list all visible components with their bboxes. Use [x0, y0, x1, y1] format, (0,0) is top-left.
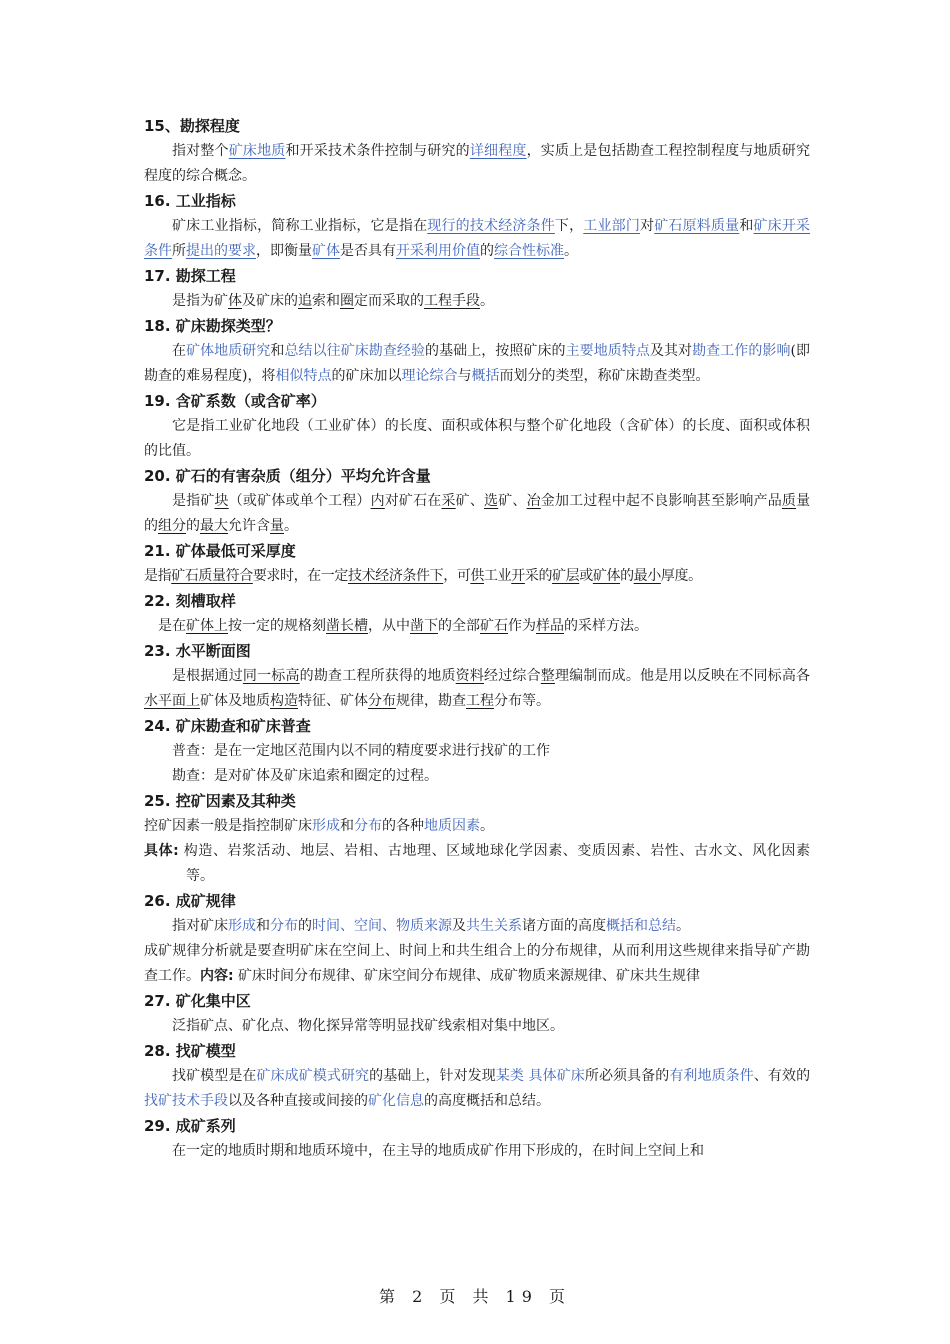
text-run: 而划分的类型，称矿床勘查类型。: [499, 368, 710, 384]
inline-label: 具体:: [144, 843, 179, 859]
section-paragraph: [144, 1014, 810, 1039]
text-run: 是指矿: [172, 493, 215, 509]
text-run: 在: [172, 343, 187, 359]
text-run: 金加工过程中起不良影响甚至影响产品: [540, 493, 782, 509]
text-run: 对: [640, 218, 655, 234]
highlighted-term: 理论综合: [401, 368, 458, 384]
section-paragraph: [144, 339, 810, 389]
section-paragraph: [144, 139, 810, 189]
highlighted-term: 水平面上: [144, 693, 200, 709]
section-paragraph: [144, 489, 810, 539]
text-run: 及: [452, 918, 466, 934]
text-run: ，实质上是包括勘查工程控制程度与地质研究程度的综合概念。: [144, 143, 811, 184]
text-run: 的基础上，按照矿床的: [425, 343, 566, 359]
section-heading: 15、勘探程度: [144, 117, 240, 135]
highlighted-term: 工程手段: [424, 293, 480, 309]
document-body: [144, 114, 810, 1164]
section-paragraph: [144, 939, 810, 989]
highlighted-term: 矿体上: [186, 618, 228, 634]
text-run: 普查：是在一定地区范围内以不同的精度要求进行找矿的工作: [172, 743, 550, 759]
text-run: 作为: [508, 618, 536, 634]
highlighted-term: 最大: [200, 518, 228, 534]
highlighted-term: 勘查工作的影响: [692, 343, 791, 359]
highlighted-term: 详细程度: [469, 143, 527, 159]
text-run: ，即衡量: [256, 243, 312, 259]
text-run: 的: [480, 243, 494, 259]
text-run: 厚度。: [660, 568, 702, 584]
text-run: 矿床工业指标，简称工业指标，它是指在: [172, 218, 428, 234]
highlighted-term: 地质因素: [424, 818, 480, 834]
highlighted-term: 找矿技术手段: [144, 1093, 228, 1109]
section-paragraph: [144, 289, 810, 314]
text-run: 、有效的: [753, 1068, 811, 1084]
text-run: 是否具有: [340, 243, 396, 259]
text-run: 。: [284, 518, 298, 534]
text-run: 构造、岩浆活动、地层、岩相、古地理、区域地球化学因素、变质因素、岩性、古水文、风化因素等。: [178, 843, 810, 884]
highlighted-term: 内: [370, 493, 385, 509]
text-run: 和开采技术条件控制与研究的: [285, 143, 470, 159]
highlighted-term: 矿体: [592, 568, 621, 584]
text-run: 是在: [158, 618, 186, 634]
text-run: 指对整个: [172, 143, 229, 159]
section-heading: 23. 水平断面图: [144, 642, 251, 660]
highlighted-term: 矿床成矿模式研究: [256, 1068, 370, 1084]
text-run: 。: [676, 918, 690, 934]
text-run: 是指: [144, 568, 172, 584]
text-run: 在一定的地质时期和地质环境中，在主导的地质成矿作用下形成的，在时间上空间上和: [172, 1143, 704, 1159]
highlighted-term: 技术经济条件下: [348, 568, 444, 584]
text-run: 的全部: [438, 618, 480, 634]
highlighted-term: 总结以往矿床勘查经验: [284, 343, 426, 359]
highlighted-term: 矿床地质: [228, 143, 286, 159]
text-run: 的: [620, 568, 634, 584]
section-heading: 24. 矿床勘查和矿床普查: [144, 717, 311, 735]
highlighted-term: 开采利用价值: [396, 243, 480, 259]
text-run: 。: [564, 243, 578, 259]
section-paragraph: [144, 814, 810, 839]
text-run: 的基础上，针对发现: [369, 1068, 496, 1084]
highlighted-term: 凿长槽: [326, 618, 368, 634]
page-footer: 第 2 页 共 19 页: [379, 1287, 571, 1306]
text-run: 成矿规律分析就是要查明矿床在空间上、时间上和共生组合上的分布规律，从而利用这些规律来指导矿产勘查工作。: [144, 943, 810, 984]
highlighted-term: 概括和总结: [606, 918, 676, 934]
highlighted-term: 矿化信息: [368, 1093, 424, 1109]
section-paragraph: [144, 664, 810, 714]
text-run: 的勘查工程所获得的地质: [299, 668, 456, 684]
text-run: 勘查：是对矿体及矿床追索和圈定的过程。: [172, 768, 438, 784]
section-heading: 25. 控矿因素及其种类: [144, 792, 296, 810]
text-run: 经过综合: [484, 668, 541, 684]
highlighted-term: 矿层: [552, 568, 580, 584]
text-run: 所必须具备的: [584, 1068, 670, 1084]
text-run: ，从中: [368, 618, 410, 634]
text-run: 以及各种直接或间接的: [228, 1093, 368, 1109]
highlighted-term: 形成: [312, 818, 340, 834]
text-run: 索和: [312, 293, 340, 309]
highlighted-term: 采: [441, 493, 456, 509]
text-run: 所: [172, 243, 186, 259]
text-run: 的: [186, 518, 200, 534]
section-heading: 21. 矿体最低可采厚度: [144, 542, 296, 560]
section-paragraph: [144, 414, 810, 464]
highlighted-term: 凿下: [410, 618, 438, 634]
text-run: 理编制而成。他是用以反映在不同标高各: [554, 668, 811, 684]
text-run: 允许含: [228, 518, 270, 534]
text-run: 的矿床加以: [331, 368, 402, 384]
highlighted-term: 有利地质条件: [669, 1068, 754, 1084]
highlighted-term: 追: [298, 293, 312, 309]
text-run: 。: [480, 818, 494, 834]
text-run: 诸方面的高度: [522, 918, 606, 934]
highlighted-term: 矿石质量符合: [171, 568, 253, 584]
section-heading: 18. 矿床勘探类型？: [144, 317, 281, 335]
text-run: 和: [256, 918, 270, 934]
text-run: 的采样方法。: [564, 618, 648, 634]
highlighted-term: 矿床开采条件: [144, 218, 811, 259]
text-run: 和: [270, 343, 285, 359]
section-heading: 16. 工业指标: [144, 192, 236, 210]
highlighted-term: 构造: [270, 693, 298, 709]
section-heading: 27. 矿化集中区: [144, 992, 251, 1010]
text-run: 和: [739, 218, 754, 234]
highlighted-term: 分布: [354, 818, 382, 834]
text-run: 定而采取的: [354, 293, 424, 309]
text-run: (即勘查的难易程度)，将: [144, 343, 811, 384]
section-paragraph: [144, 914, 810, 939]
inline-label: 内容:: [200, 968, 234, 984]
highlighted-term: 体: [228, 293, 242, 309]
section-heading: 26. 成矿规律: [144, 892, 236, 910]
text-run: 的: [298, 918, 312, 934]
text-run: 和: [340, 818, 354, 834]
highlighted-term: 主要地质特点: [565, 343, 650, 359]
highlighted-term: 矿体: [312, 243, 340, 259]
text-run: 采的: [524, 568, 553, 584]
text-run: 及其对: [649, 343, 693, 359]
text-run: 工业: [484, 568, 512, 584]
section-paragraph: [144, 214, 810, 264]
text-run: 特征、矿体: [298, 693, 368, 709]
highlighted-term: 时间、空间、物质来源: [312, 918, 452, 934]
text-run: 量的: [144, 493, 811, 534]
highlighted-term: 矿体地质研究: [186, 343, 271, 359]
highlighted-term: 提出的要求: [186, 243, 256, 259]
highlighted-term: 量: [270, 518, 284, 534]
section-paragraph: [144, 739, 810, 764]
section-heading: 22. 刻槽取样: [144, 592, 236, 610]
text-run: 要求时，在一定: [252, 568, 349, 584]
highlighted-term: 矿石原料质量: [654, 218, 740, 234]
section-heading: 20. 矿石的有害杂质（组分）平均允许含量: [144, 467, 431, 485]
highlighted-term: 最小: [633, 568, 661, 584]
highlighted-term: 圈: [340, 293, 354, 309]
highlighted-term: 资料: [455, 668, 485, 684]
highlighted-term: 开: [511, 568, 525, 584]
highlighted-term: 相似特点: [275, 368, 332, 384]
text-run: 是根据通过: [172, 668, 243, 684]
highlighted-term: 块: [214, 493, 229, 509]
text-run: 矿、: [455, 493, 485, 509]
highlighted-term: 整: [540, 668, 555, 684]
highlighted-term: 某类 具体矿床: [495, 1068, 585, 1084]
highlighted-term: 样品: [536, 618, 564, 634]
section-paragraph: [144, 764, 810, 789]
text-run: 分布等。: [494, 693, 550, 709]
text-run: 矿、: [498, 493, 527, 509]
text-run: 及矿床的: [242, 293, 298, 309]
highlighted-term: 矿石: [480, 618, 508, 634]
highlighted-term: 概括: [471, 368, 500, 384]
text-run: 泛指矿点、矿化点、物化探异常等明显找矿线索相对集中地区。: [172, 1018, 564, 1034]
highlighted-term: 分布: [270, 918, 298, 934]
section-paragraph: [144, 1064, 810, 1114]
highlighted-term: 形成: [228, 918, 256, 934]
text-run: 指对矿床: [172, 918, 228, 934]
highlighted-term: 冶: [526, 493, 541, 509]
section-paragraph: [144, 614, 810, 639]
text-run: 的各种: [382, 818, 424, 834]
text-run: ，可: [443, 568, 471, 584]
highlighted-term: 质: [781, 493, 797, 509]
text-run: （或矿体或单个工程）: [228, 493, 371, 509]
text-run: 对矿石在: [384, 493, 442, 509]
section-paragraph: [144, 839, 810, 889]
text-run: 矿床时间分布规律、矿床空间分布规律、成矿物质来源规律、矿床共生规律: [233, 968, 701, 984]
highlighted-term: 组分: [158, 518, 186, 534]
section-heading: 19. 含矿系数（或含矿率）: [144, 392, 326, 410]
text-run: 找矿模型是在: [172, 1068, 257, 1084]
highlighted-term: 现行的技术经济条件: [427, 218, 555, 234]
text-run: 与: [457, 368, 472, 384]
text-run: 的高度概括和总结。: [424, 1093, 550, 1109]
section-heading: 29. 成矿系列: [144, 1117, 236, 1135]
text-run: 规律，勘查: [396, 693, 466, 709]
highlighted-term: 分布: [368, 693, 396, 709]
section-heading: 28. 找矿模型: [144, 1042, 236, 1060]
text-run: 或: [579, 568, 593, 584]
highlighted-term: 工业部门: [583, 218, 641, 234]
highlighted-term: 选: [484, 493, 499, 509]
text-run: 控矿因素一般是指控制矿床: [144, 818, 312, 834]
section-heading: 17. 勘探工程: [144, 267, 236, 285]
highlighted-term: 综合性标准: [494, 243, 564, 259]
text-run: 。: [480, 293, 494, 309]
highlighted-term: 供: [470, 568, 485, 584]
highlighted-term: 工程: [466, 693, 494, 709]
text-run: 矿体及地质: [200, 693, 270, 709]
highlighted-term: 共生关系: [466, 918, 522, 934]
text-run: 按一定的规格刻: [228, 618, 326, 634]
text-run: 它是指工业矿化地段（工业矿体）的长度、面积或体积与整个矿化地段（含矿体）的长度、面积或体积的比值。: [144, 418, 810, 459]
text-run: 是指为矿: [172, 293, 228, 309]
section-paragraph: [144, 1139, 810, 1164]
text-run: 下，: [554, 218, 584, 234]
highlighted-term: 同一标高: [242, 668, 300, 684]
section-paragraph: [144, 564, 810, 589]
